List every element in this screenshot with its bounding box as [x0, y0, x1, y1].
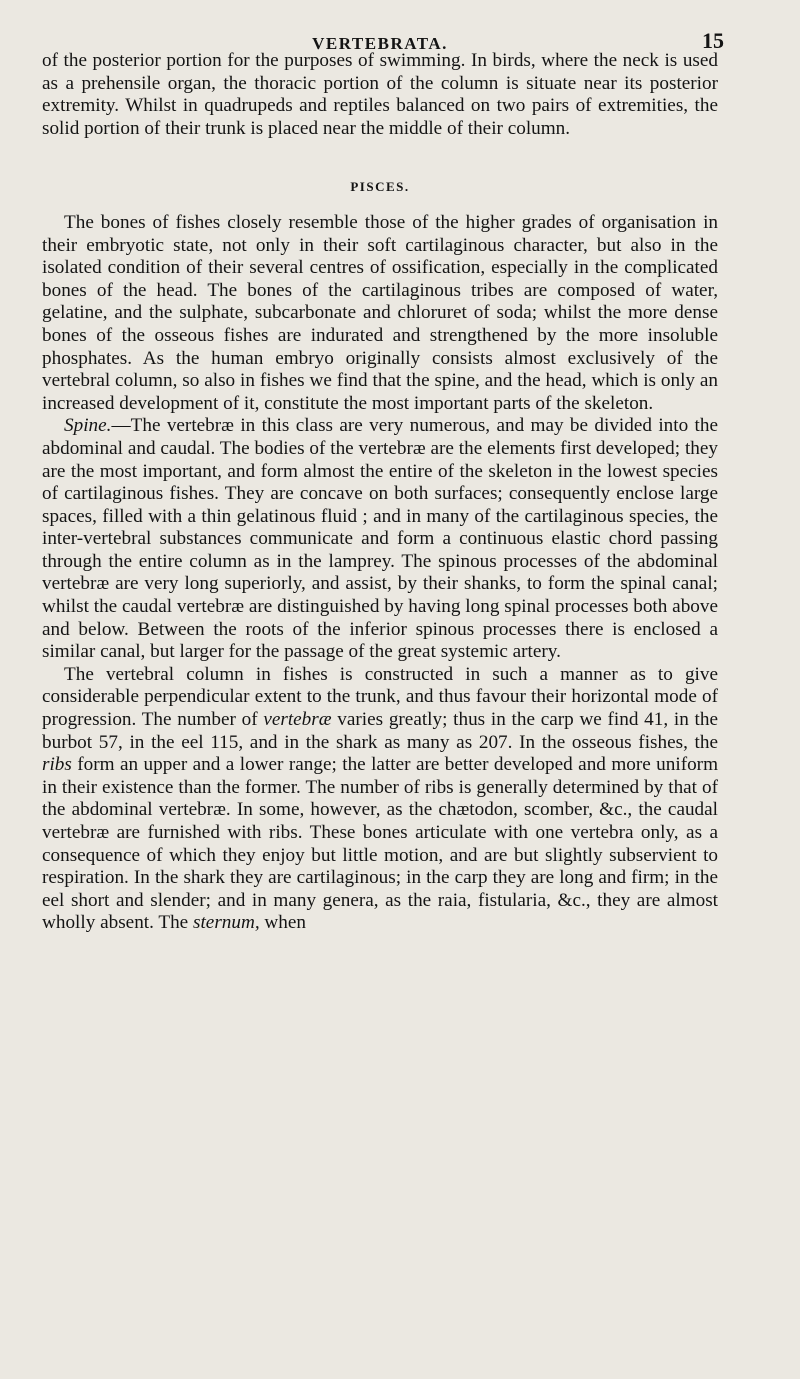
book-page [42, 28, 724, 935]
vertebral-column-text-d: when [259, 912, 306, 934]
running-head [42, 28, 724, 53]
vertebrae-label: vertebræ [263, 709, 332, 731]
sternum-label: sternum, [193, 912, 260, 934]
spine-text: —The vertebræ in this class are very numerous, and may be divided into the abdominal and caudal. The bodies of the vertebræ are the elements first developed; they are the most important, and form almost the entire of the skeleton in the lowest species of cartilaginous fishes. They are concave on both surfaces; consequently enclose large spaces, filled with a thin gelatinous fluid ; and in many of the cartilaginous species, the inter-vertebral substances communicate and form a continuous elastic chord passing through the entire column as in the lamprey. The spinous processes of the abdominal vertebræ are very long superiorly, and assist, by their shanks, to form the spinal canal; whilst the caudal vertebræ are distinguished by having long spinal processes both above and below. Between the roots of the inferior spinous processes there is enclosed a similar canal, but larger for the passage of the great systemic artery. [42, 415, 718, 663]
ribs-label: ribs [42, 754, 72, 776]
vertebral-column-text-c: form an upper and a lower range; the latter are better developed and more uniform in their existence than the former. The number of ribs is generally determined by that of the abdominal vertebræ. In some, however, as the chætodon, scomber, &c., the caudal vertebræ are furnished with ribs. These bones articulate with one vertebra only, as a consequence of which they enjoy but little motion, and are but slightly subservient to respiration. In the shark they are cartilaginous; in the carp they are long and firm; in the eel short and slender; and in many genera, as the raia, fistularia, &c., they are almost wholly absent. The [42, 754, 718, 934]
spine-label: Spine. [64, 415, 112, 437]
paragraph-continuation-text: of the posterior portion for the purposes of swimming. In birds, where the neck is used as a prehensile organ, the thoracic portion of the column is situate near its posterior extremity. Whilst in quadrupeds and reptiles balanced on two pairs of extremities, the solid portion of their trunk is placed near the middle of their column. [42, 50, 718, 139]
paragraph-spine [42, 415, 718, 664]
page-number: 15 [702, 28, 724, 53]
section-heading-pisces: PISCES. [350, 179, 410, 195]
vertebral-column-text-a: The vertebral column in fishes is constructed in such a manner as to give considerable perpendicular extent to the trunk, and thus favour their horizontal mode of progression. The number of [42, 663, 718, 731]
page-body [42, 50, 718, 935]
paragraph-vertebral-column [42, 664, 718, 935]
paragraph-continuation [42, 50, 718, 140]
vertebral-column-text-b: varies greatly; thus in the carp we find 41, in the burbot 57, in the eel 115, and in the shark as many as 207. In the osseous fishes, the [42, 709, 718, 753]
paragraph-bones [42, 212, 718, 415]
running-title: VERTEBRATA. [312, 34, 448, 53]
paragraph-bones-text: The bones of fishes closely resemble those of the higher grades of organisation in their embryotic state, not only in their soft cartilaginous character, but also in the isolated condition of their several centres of ossification, especially in the complicated bones of the head. The bones of the cartilaginous tribes are composed of water, gelatine, and the sulphate, subcarbonate and chloruret of soda; whilst the more dense bones of the osseous fishes are indurated and strengthened by the more insoluble phosphates. As the human embryo originally consists almost exclusively of the vertebral column, so also in fishes we find that the spine, and the head, which is only an increased development of it, constitute the most important parts of the skeleton. [42, 211, 718, 414]
